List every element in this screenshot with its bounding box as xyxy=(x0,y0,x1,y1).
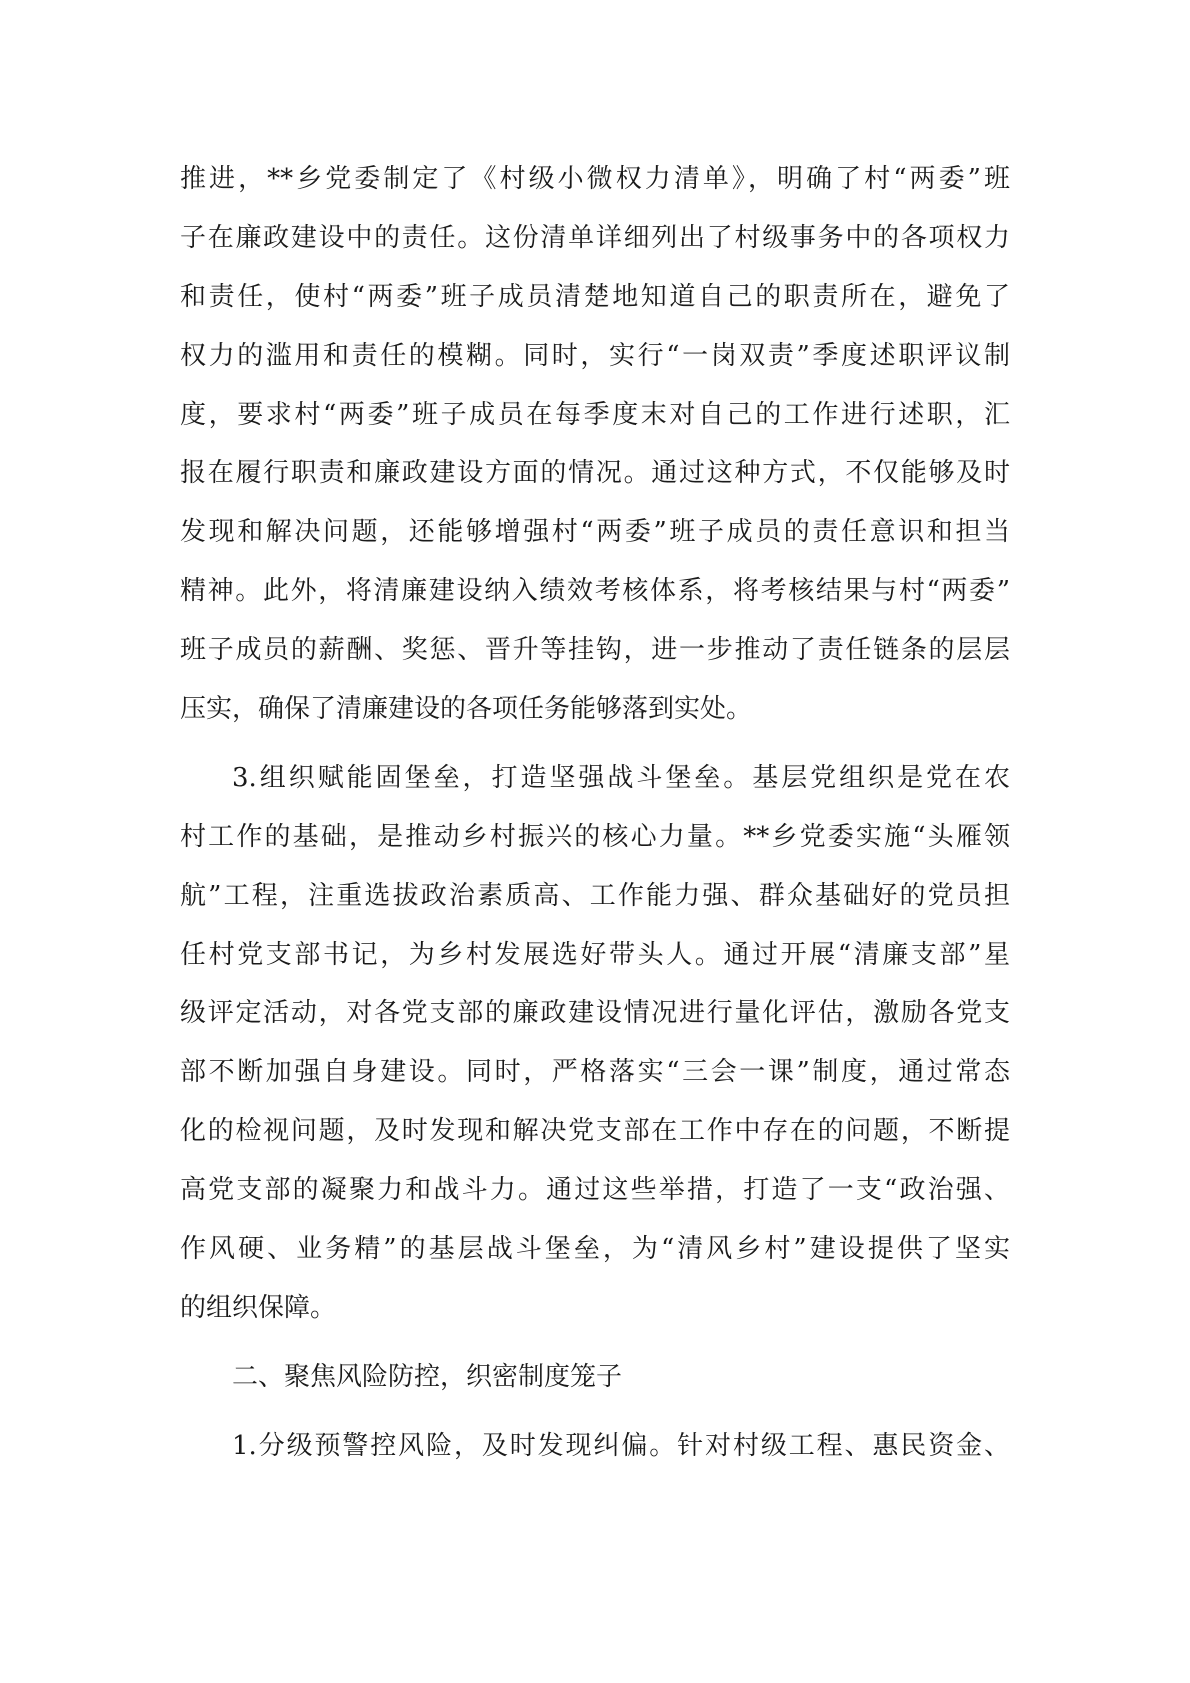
text-line: 高党支部的凝聚力和战斗力。通过这些举措，打造了一支“政治强、 xyxy=(180,1175,1010,1206)
text-line: 级评定活动，对各党支部的廉政建设情况进行量化评估，激励各党支 xyxy=(180,998,1010,1029)
text-line: 任村党支部书记，为乡村发展选好带头人。通过开展“清廉支部”星 xyxy=(180,939,1010,970)
paragraph-gap xyxy=(180,739,1010,749)
text-line: 作风硬、业务精”的基层战斗堡垒，为“清风乡村”建设提供了坚实 xyxy=(180,1234,1010,1265)
text-line: 发现和解决问题，还能够增强村“两委”班子成员的责任意识和担当 xyxy=(180,517,1010,548)
text-line: 精神。此外，将清廉建设纳入绩效考核体系，将考核结果与村“两委” xyxy=(180,576,1010,607)
text-line: 推进，**乡党委制定了《村级小微权力清单》，明确了村“两委”班 xyxy=(180,164,1010,194)
text-line: 班子成员的薪酬、奖惩、晋升等挂钩，进一步推动了责任链条的层层 xyxy=(180,635,1010,666)
text-line: 子在廉政建设中的责任。这份清单详细列出了村级事务中的各项权力 xyxy=(180,222,1010,253)
text-line: 航”工程，注重选拔政治素质高、工作能力强、群众基础好的党员担 xyxy=(180,880,1010,911)
paragraph-3 xyxy=(180,1417,1010,1476)
text-line: 权力的滥用和责任的模糊。同时，实行“一岗双责”季度述职评议制 xyxy=(180,340,1010,371)
section-heading: 二、聚焦风险防控，织密制度笼子 xyxy=(232,1361,623,1392)
document-body xyxy=(180,150,1010,1476)
text-line: 3.组织赋能固堡垒，打造坚强战斗堡垒。基层党组织是党在农 xyxy=(232,762,1010,793)
text-line: 村工作的基础，是推动乡村振兴的核心力量。**乡党委实施“头雁领 xyxy=(180,821,1010,852)
text-line: 报在履行职责和廉政建设方面的情况。通过这种方式，不仅能够及时 xyxy=(180,458,1010,489)
text-line: 的组织保障。 xyxy=(180,1292,337,1323)
text-line: 1.分级预警控风险，及时发现纠偏。针对村级工程、惠民资金、 xyxy=(232,1430,1010,1461)
text-line: 化的检视问题，及时发现和解决党支部在工作中存在的问题，不断提 xyxy=(180,1116,1010,1147)
paragraph-gap xyxy=(180,1338,1010,1348)
paragraph-2 xyxy=(180,749,1010,1338)
paragraph-1 xyxy=(180,150,1010,739)
text-line: 和责任，使村“两委”班子成员清楚地知道自己的职责所在，避免了 xyxy=(180,281,1010,312)
text-line: 度，要求村“两委”班子成员在每季度末对自己的工作进行述职，汇 xyxy=(180,399,1010,430)
text-line: 部不断加强自身建设。同时，严格落实“三会一课”制度，通过常态 xyxy=(180,1057,1010,1088)
paragraph-gap xyxy=(180,1407,1010,1417)
text-line: 压实，确保了清廉建设的各项任务能够落到实处。 xyxy=(180,694,753,725)
